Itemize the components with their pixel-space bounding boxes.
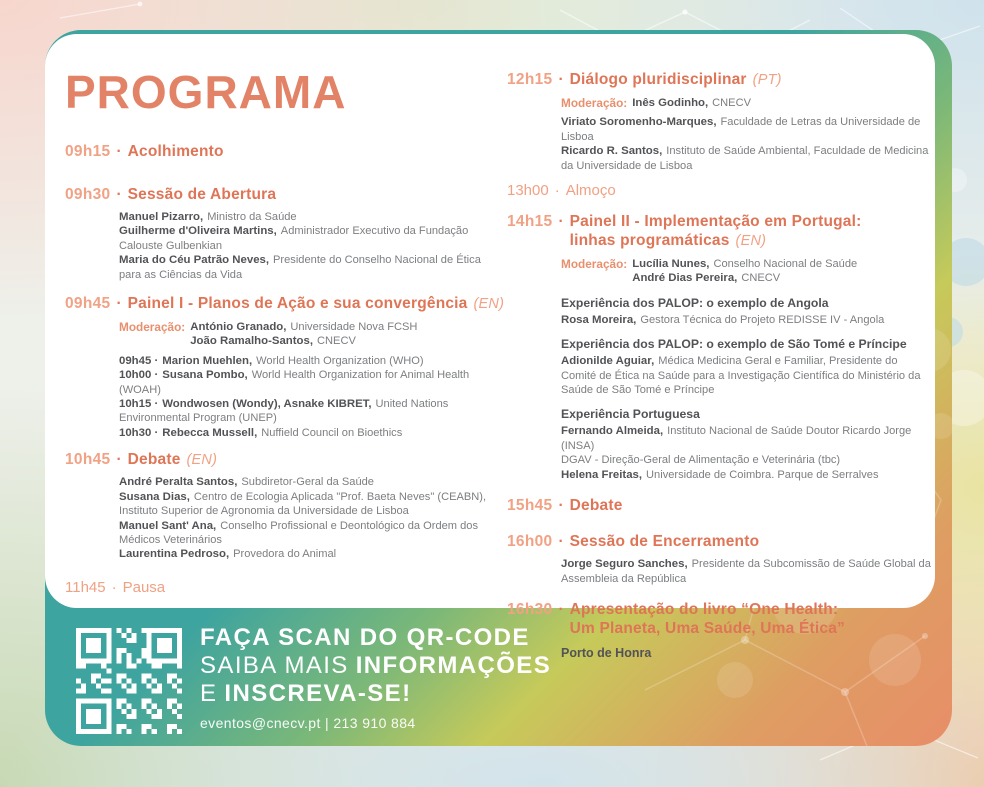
speaker-affiliation: Centro de Ecologia Aplicada "Prof. Baeta Neves" (CEABN), Instituto Superior de Agronomia da Universidade de Lisboa (119, 490, 487, 518)
speaker-row (561, 313, 935, 327)
speaker-affiliation: Instituto Nacional de Saúde Doutor Ricardo Jorge (INSA) (561, 425, 912, 452)
speaker-affiliation: DGAV - Direção-Geral de Alimentação e Veterinária (tbc) (561, 454, 841, 467)
speaker-name: Marion Muehlen, (162, 354, 253, 367)
page-title: PROGRAMA (65, 66, 347, 118)
talk-time: 10h30 · (119, 426, 159, 439)
talk-time: 10h00 · (119, 369, 159, 382)
speaker-name: Guilherme d'Oliveira Martins, (119, 225, 277, 238)
speaker-name: Helena Freitas, (561, 468, 643, 481)
session-pausa: 11h45 · Pausa (65, 578, 166, 596)
speaker-name: Adionilde Aguiar, (561, 355, 655, 368)
speaker-affiliation: Universidade Nova FCSH (290, 321, 418, 334)
talk-time: 09h45 · (119, 354, 159, 367)
speaker-affiliation: Presidente da Subcomissão de Saúde Global da Assembleia da República (561, 558, 931, 585)
speaker-name: Laurentina Pedroso, (119, 548, 230, 561)
speaker-row (119, 253, 493, 282)
porto-de-honra-note: Porto de Honra (561, 645, 652, 660)
speaker-affiliation: Universidade de Coimbra. Parque de Serralves (646, 468, 879, 481)
speaker-name: João Ramalho-Santos, (190, 335, 314, 348)
speaker-row (119, 490, 493, 519)
speaker-affiliation: Instituto de Saúde Ambiental, Faculdade de Medicina da Universidade de Lisboa (561, 145, 929, 172)
session-debate2 (507, 496, 935, 516)
contact-info: eventos@cnecv.pt | 213 910 884 (200, 715, 416, 731)
speaker-name: Wondwosen (Wondy), Asnake KIBRET, (162, 398, 372, 411)
dot-separator: · (558, 533, 564, 551)
speaker-affiliation: World Health Organization (WHO) (256, 354, 424, 367)
speaker-affiliation: CNECV (712, 97, 751, 109)
dot-separator: · (116, 451, 122, 469)
speaker-name: Susana Pombo, (162, 369, 248, 382)
session-dialogo (507, 70, 935, 173)
speaker-name: Maria do Céu Patrão Neves, (119, 254, 270, 267)
dot-separator: · (111, 578, 117, 596)
session-heading: 10h45 · Debate (EN) (65, 451, 218, 469)
footer-line-1: FAÇA SCAN DO QR-CODE (200, 624, 530, 651)
dot-separator: · (116, 143, 122, 160)
speaker-list (119, 475, 493, 561)
session-heading: 12h15 · Diálogo pluridisciplinar (PT) (507, 71, 782, 88)
speaker-name: André Dias Pereira, (632, 272, 738, 285)
speaker-name: Fernando Almeida, (561, 425, 664, 438)
moderator-list (190, 320, 417, 349)
dot-separator: · (558, 497, 564, 515)
language-tag: (EN) (735, 233, 767, 250)
moderation-label: Moderação: (561, 96, 628, 110)
dot-separator: · (554, 182, 560, 200)
speaker-name: André Peralta Santos, (119, 476, 238, 489)
moderation-label: Moderação: (561, 257, 628, 272)
session-heading: 09h30 · Sessão de Abertura (65, 186, 277, 203)
moderation-label: Moderação: (119, 320, 186, 335)
talk-row (119, 426, 493, 440)
session-heading: 09h15 · Acolhimento (65, 143, 224, 160)
speaker-affiliation: Conselho Nacional de Saúde (713, 258, 858, 271)
talk-row (119, 397, 493, 426)
talk-time: 10h15 · (119, 398, 159, 411)
moderation-row (561, 257, 935, 286)
speaker-affiliation: CNECV (741, 272, 781, 285)
session-heading: 16h00 · Sessão de Encerramento (507, 533, 760, 551)
language-tag: (PT) (752, 72, 782, 88)
language-tag: (EN) (186, 452, 218, 469)
session-acolhimento (65, 142, 493, 162)
experience-group (561, 296, 935, 327)
speaker-affiliation: United Nations Environmental Program (UNEP) (119, 398, 449, 425)
footer-text (200, 624, 551, 731)
group-heading: Experiência Portuguesa (561, 407, 700, 422)
dot-separator: · (558, 600, 564, 618)
speaker-name: Inês Godinho, (632, 97, 709, 109)
moderator-row (632, 271, 857, 285)
session-heading: 15h45 · Debate (507, 497, 623, 515)
speaker-affiliation: Nuffield Council on Bioethics (261, 426, 403, 439)
speaker-affiliation: Médica Medicina Geral e Familiar, Presidente do Comité de Ética na Saúde para a Investigação Científica do Ministério da Saúde de São Tomé e Príncipe (561, 355, 921, 397)
speaker-row (561, 453, 935, 467)
speaker-name: Manuel Pizarro, (119, 211, 204, 223)
speaker-row (561, 115, 935, 144)
group-heading: Experiência dos PALOP: o exemplo de São Tomé e Príncipe (561, 337, 907, 352)
moderation-row (119, 320, 493, 349)
speaker-name: Ricardo R. Santos, (561, 145, 663, 158)
group-heading: Experiência dos PALOP: o exemplo de Angola (561, 295, 829, 310)
speaker-row (561, 424, 935, 453)
session-painel1 (65, 294, 505, 440)
speaker-affiliation: Conselho Profissional e Deontológico da Ordem dos Médicos Veterinários (119, 519, 479, 546)
moderator-row (190, 320, 417, 334)
session-painel2 (507, 212, 935, 482)
footer-line-3: E INSCREVA-SE! (200, 680, 412, 707)
dot-separator: · (116, 186, 122, 203)
speaker-row (561, 468, 935, 482)
session-heading: 14h15 · Painel II - Implementação em Portugal: linhas programáticas (EN) (507, 213, 862, 250)
speaker-name: Susana Dias, (119, 490, 190, 503)
speaker-affiliation: Administrador Executivo da Fundação Calouste Gulbenkian (119, 225, 469, 252)
speaker-affiliation: World Health Organization for Animal Health (WOAH) (119, 369, 470, 396)
dot-separator: · (558, 71, 564, 88)
session-livro (507, 600, 935, 660)
column-right (507, 34, 935, 660)
speaker-name: Rebecca Mussell, (162, 426, 258, 439)
speaker-row (119, 475, 493, 489)
talk-row (119, 354, 493, 368)
session-debate1 (65, 450, 493, 561)
speaker-affiliation: Gestora Técnica do Projeto REDISSE IV - Angola (640, 313, 885, 326)
footer-line-2: SAIBA MAIS INFORMAÇÕES (200, 652, 552, 679)
speaker-affiliation: Ministro da Saúde (207, 211, 297, 223)
speaker-list (561, 557, 935, 586)
speaker-row (119, 210, 493, 224)
dot-separator: · (116, 295, 122, 313)
session-almoco: 13h00 · Almoço (507, 182, 616, 200)
moderator-row (632, 96, 751, 110)
session-heading: 16h30 · Apresentação do livro “One Health: Um Planeta, Uma Saúde, Uma Ética” (507, 600, 845, 637)
speaker-name: Lucília Nunes, (632, 258, 710, 271)
moderator-row (632, 257, 857, 271)
column-left (65, 34, 505, 597)
speaker-row (119, 224, 493, 253)
talk-row (119, 368, 493, 397)
moderator-row (190, 334, 417, 348)
experience-group (561, 407, 935, 482)
speaker-row (561, 354, 935, 397)
talk-list (119, 354, 493, 440)
moderation-row (561, 96, 935, 110)
speaker-name: Rosa Moreira, (561, 313, 637, 326)
qr-code (76, 628, 182, 734)
session-abertura (65, 185, 493, 282)
speaker-row (119, 547, 493, 561)
speaker-affiliation: Provedora do Animal (233, 548, 337, 561)
speaker-affiliation: CNECV (317, 335, 356, 348)
experience-group (561, 337, 935, 397)
speaker-name: Viriato Soromenho-Marques, (561, 116, 717, 129)
speaker-affiliation: Faculdade de Letras da Universidade de Lisboa (561, 116, 921, 143)
session-encerramento (507, 532, 935, 586)
language-tag: (EN) (473, 296, 505, 313)
session-heading: 09h45 · Painel I - Planos de Ação e sua convergência (EN) (65, 295, 505, 313)
moderator-list (632, 257, 857, 286)
speaker-list (119, 210, 493, 282)
speaker-row (561, 557, 935, 586)
speaker-name: Manuel Sant' Ana, (119, 519, 217, 532)
speaker-row (119, 519, 493, 548)
speaker-affiliation: Presidente do Conselho Nacional de Ética para as Ciências da Vida (119, 254, 481, 281)
speaker-list (561, 115, 935, 173)
dot-separator: · (558, 213, 564, 231)
speaker-row (561, 144, 935, 173)
speaker-affiliation: Subdiretor-Geral da Saúde (241, 476, 374, 489)
speaker-name: Jorge Seguro Sanches, (561, 558, 688, 571)
moderator-list (632, 96, 751, 110)
speaker-name: António Granado, (190, 321, 287, 334)
